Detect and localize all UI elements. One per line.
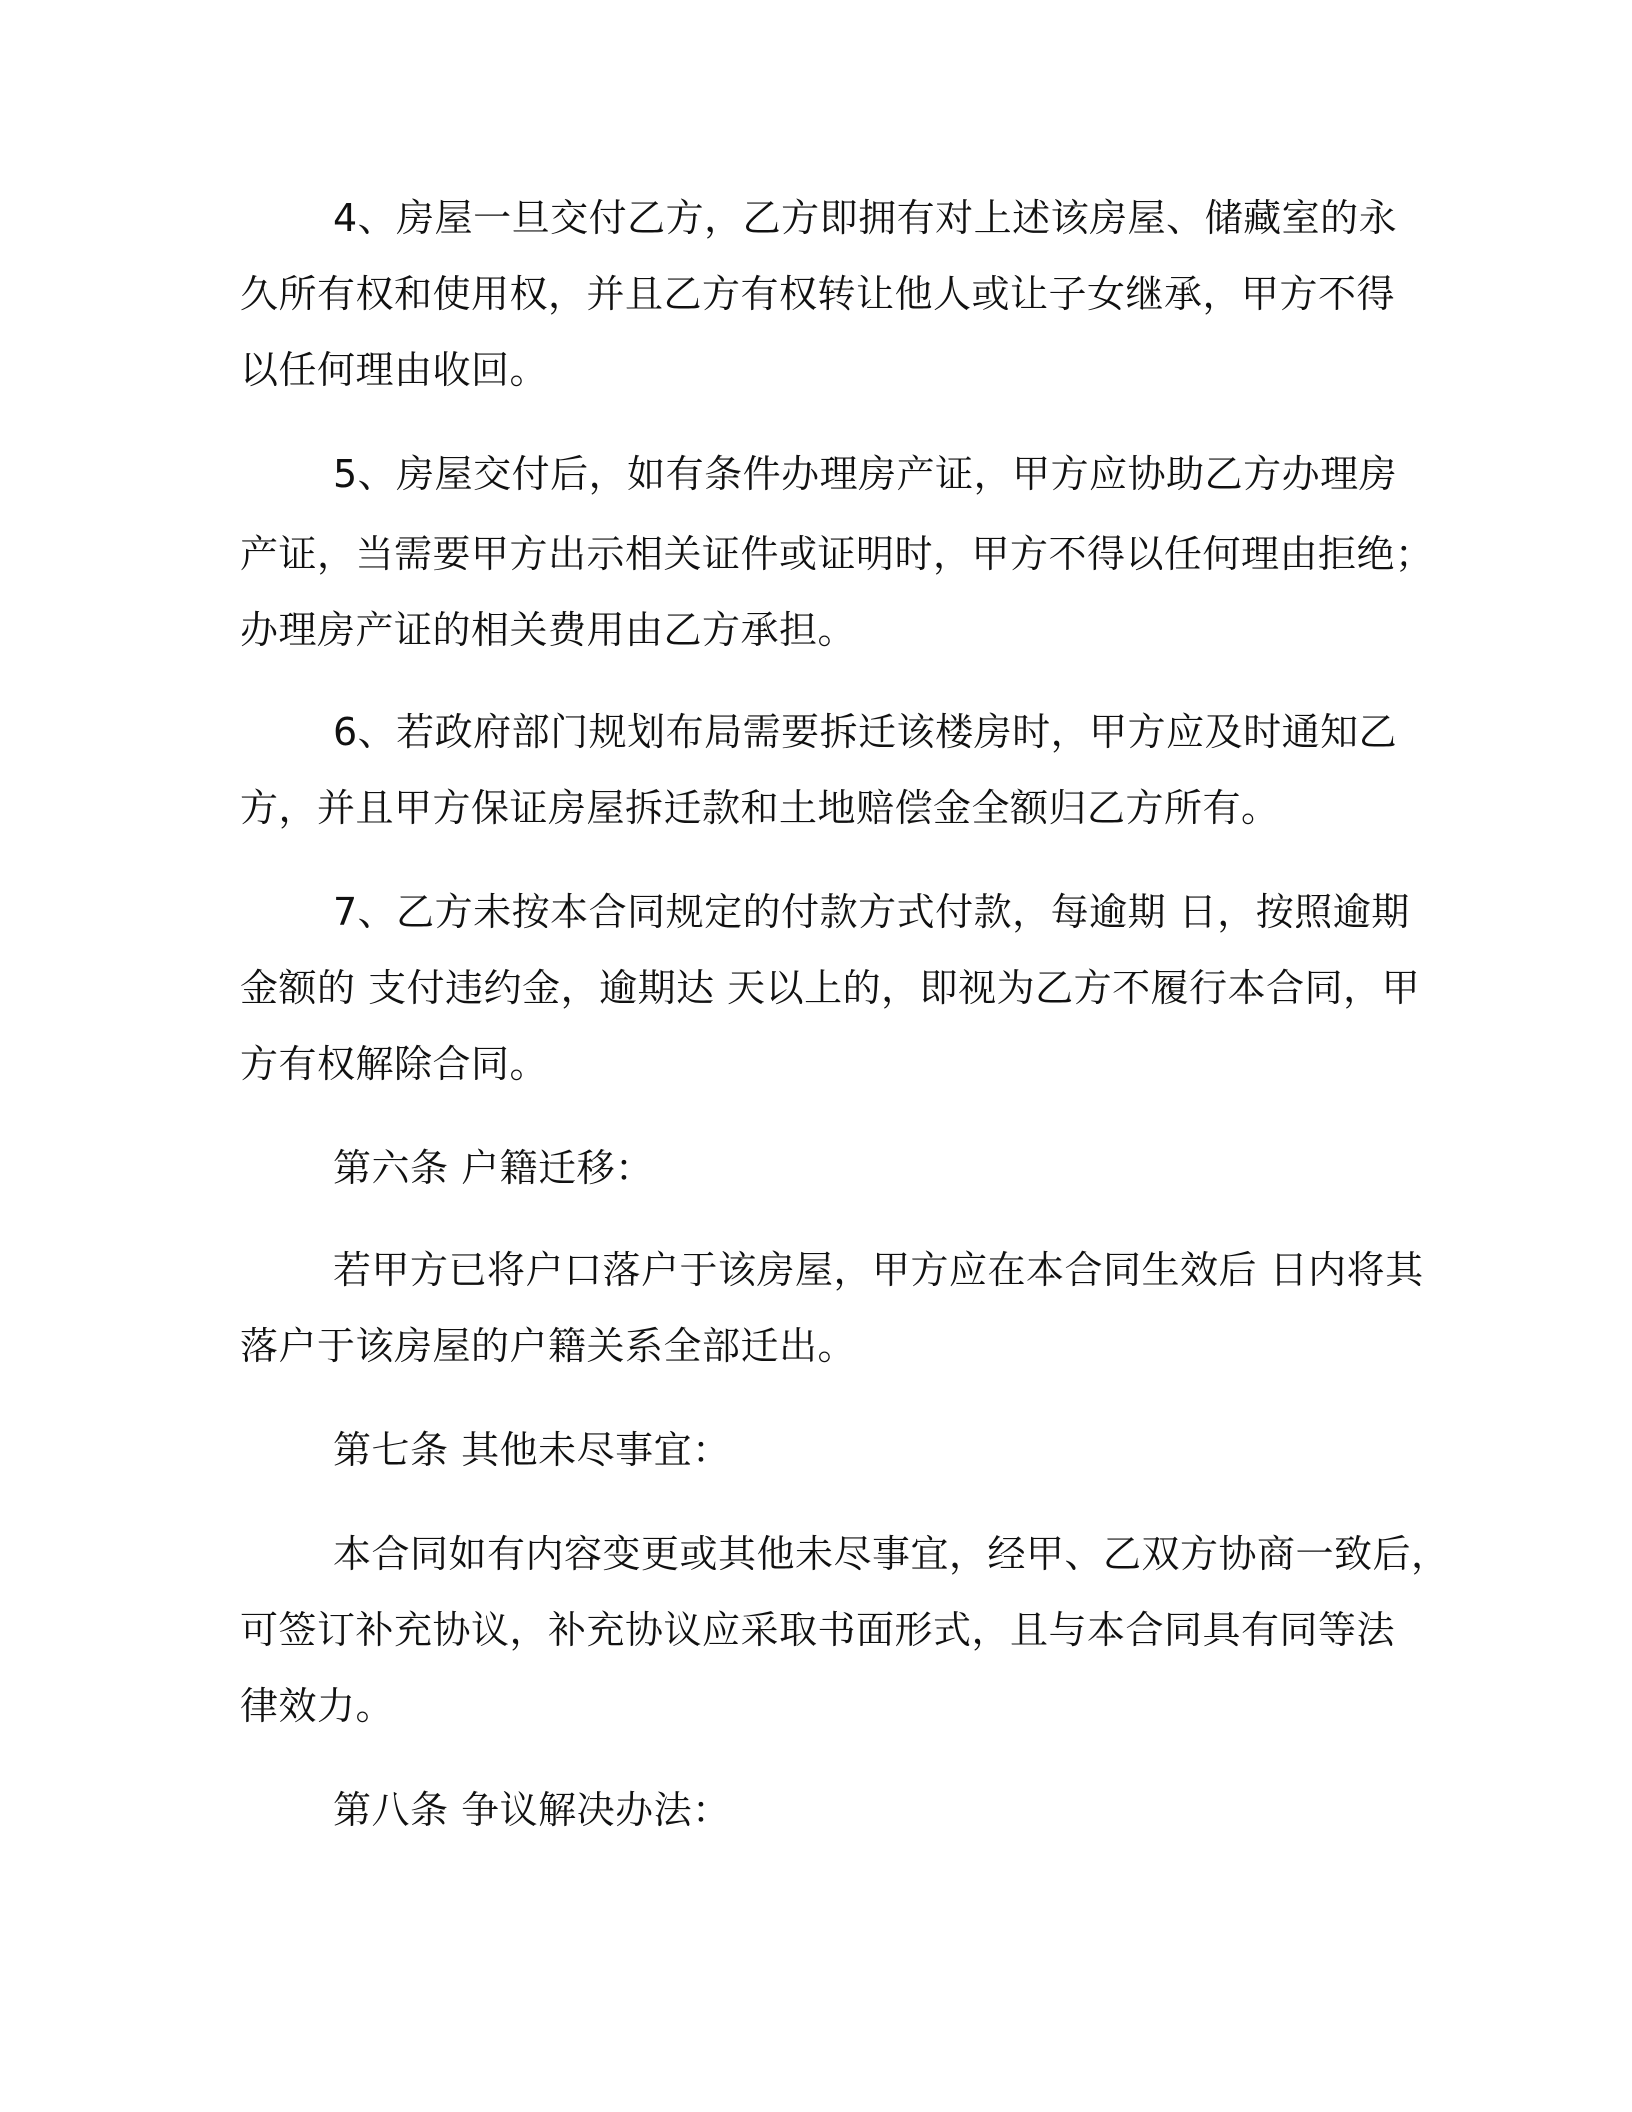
clause-5-line-2: 产证，当需要甲方出示相关证件或证明时，甲方不得以任何理由拒绝； xyxy=(240,532,1434,576)
article-7-line-3: 律效力。 xyxy=(240,1684,395,1728)
clause-4-line-3: 以任何理由收回。 xyxy=(240,348,549,392)
clause-5-line-3: 办理房产证的相关费用由乙方承担。 xyxy=(240,608,857,652)
clause-7-line-3: 方有权解除合同。 xyxy=(240,1042,549,1086)
article-6-line-1: 若甲方已将户口落户于该房屋，甲方应在本合同生效后 日内将其 xyxy=(333,1248,1424,1292)
clause-7-line-1: 7、乙方未按本合同规定的付款方式付款，每逾期 日，按照逾期 xyxy=(333,890,1410,934)
article-8-heading: 第八条 争议解决办法： xyxy=(333,1788,731,1832)
article-6-heading: 第六条 户籍迁移： xyxy=(333,1146,654,1190)
clause-4-line-1: 4、房屋一旦交付乙方，乙方即拥有对上述该房屋、储藏室的永 xyxy=(333,196,1398,240)
clause-6-line-1: 6、若政府部门规划布局需要拆迁该楼房时，甲方应及时通知乙 xyxy=(333,710,1398,754)
clause-4-line-2: 久所有权和使用权，并且乙方有权转让他人或让子女继承，甲方不得 xyxy=(240,272,1396,316)
clause-6-line-2: 方，并且甲方保证房屋拆迁款和土地赔偿金全额归乙方所有。 xyxy=(240,786,1280,830)
article-7-line-2: 可签订补充协议，补充协议应采取书面形式，且与本合同具有同等法 xyxy=(240,1608,1396,1652)
article-7-line-1: 本合同如有内容变更或其他未尽事宜，经甲、乙双方协商一致后， xyxy=(333,1532,1450,1576)
article-6-line-2: 落户于该房屋的户籍关系全部迁出。 xyxy=(240,1324,857,1368)
clause-7-line-2: 金额的 支付违约金，逾期达 天以上的，即视为乙方不履行本合同，甲 xyxy=(240,966,1421,1010)
article-7-heading: 第七条 其他未尽事宜： xyxy=(333,1428,731,1472)
clause-5-line-1: 5、房屋交付后，如有条件办理房产证，甲方应协助乙方办理房 xyxy=(333,452,1398,496)
